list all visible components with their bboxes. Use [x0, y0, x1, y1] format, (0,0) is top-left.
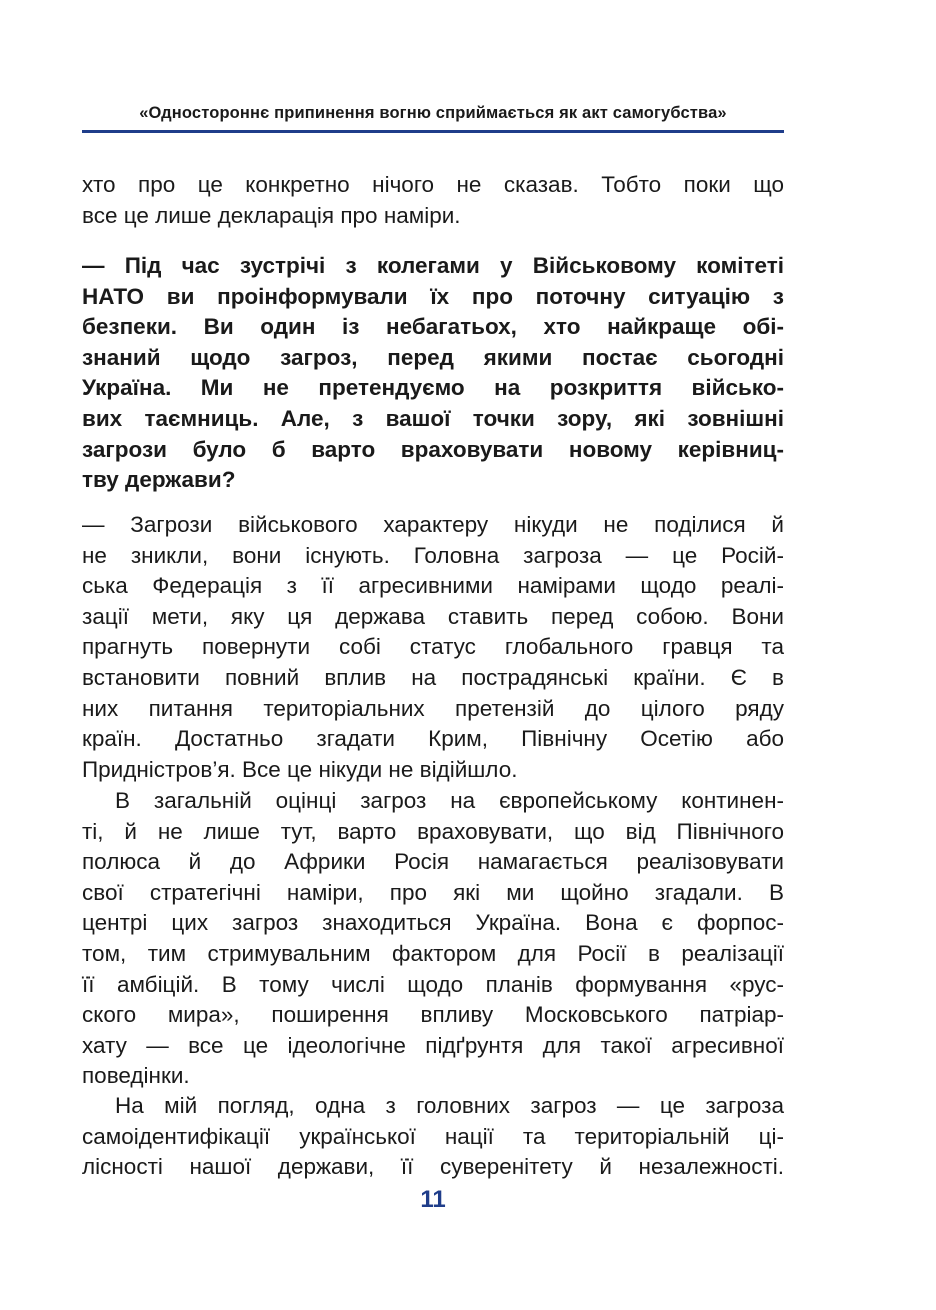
text-line: хто про це конкретно нічого не сказав. Тобто поки що [82, 172, 784, 197]
answer-paragraph [82, 786, 784, 1092]
text-line: зації мети, яку ця держава ставить перед собою. Вони [82, 603, 784, 629]
text-line: країн. Достатньо згадати Крим, Північну Осетію або [82, 726, 784, 752]
text-line: ского мира», поширення впливу Московського патріар- [82, 1002, 784, 1028]
text-line: — Під час зустрічі з колегами у Військовому комітеті [82, 253, 784, 278]
text-line: тву держави? [82, 467, 236, 493]
text-line: прагнуть повернути собі статус глобального гравця та [82, 634, 784, 660]
text-line: центрі цих загроз знаходиться Україна. Вона є форпос- [82, 910, 784, 936]
page-number: 11 [420, 1186, 446, 1213]
text-line: ті, й не лише тут, варто враховувати, що від Північного [82, 818, 784, 844]
text-line: загрози було б варто враховувати новому керівниц- [82, 436, 784, 462]
text-line: не зникли, вони існують. Головна загроза — це Росій- [82, 542, 784, 568]
answer-paragraph [82, 1091, 784, 1183]
text-line: — Загрози військового характеру нікуди не поділися й [82, 512, 784, 537]
text-line: НАТО ви проінформували їх про поточну ситуацію з [82, 283, 784, 309]
text-line: безпеки. Ви один із небагатьох, хто найкраще обі- [82, 314, 784, 340]
interviewer-question [82, 251, 784, 496]
text-line: свої стратегічні наміри, про які ми щойно згадали. В [82, 879, 784, 905]
answer-paragraph-continuation [82, 170, 784, 231]
text-line: знаний щодо загроз, перед якими постає сьогодні [82, 344, 784, 370]
text-line: полюса й до Африки Росія намагається реалізовувати [82, 849, 784, 875]
text-line: В загальній оцінці загроз на європейському континен- [115, 788, 784, 813]
text-line: поведінки. [82, 1063, 190, 1089]
text-line: них питання територіальних претензій до цілого ряду [82, 695, 784, 721]
text-line: лісності нашої держави, її суверенітету й незалежності. [82, 1154, 784, 1180]
text-line: На мій погляд, одна з головних загроз — це загроза [115, 1093, 784, 1118]
text-line: самоідентифікації української нації та територіальній ці- [82, 1123, 784, 1149]
answer-paragraph [82, 510, 784, 785]
text-line: хату — все це ідеологічне підґрунтя для такої агресивної [82, 1032, 784, 1058]
text-line: встановити повний вплив на пострадянські країни. Є в [82, 664, 784, 690]
running-head-rule [82, 130, 784, 133]
text-line: її амбіцій. В тому числі щодо планів формування «рус- [82, 971, 784, 997]
text-line: том, тим стримувальним фактором для Росії в реалізації [82, 940, 784, 966]
running-head: «Одностороннє припинення вогню сприймається як акт самогубства» [139, 104, 727, 122]
text-line: все це лише декларація про наміри. [82, 202, 461, 228]
text-line: Придністров’я. Все це нікуди не відійшло. [82, 756, 518, 782]
text-line: вих таємниць. Але, з вашої точки зору, які зовнішні [82, 405, 784, 431]
text-line: Україна. Ми не претендуємо на розкриття військо- [82, 375, 784, 401]
text-line: ська Федерація з її агресивними намірами щодо реалі- [82, 573, 784, 599]
